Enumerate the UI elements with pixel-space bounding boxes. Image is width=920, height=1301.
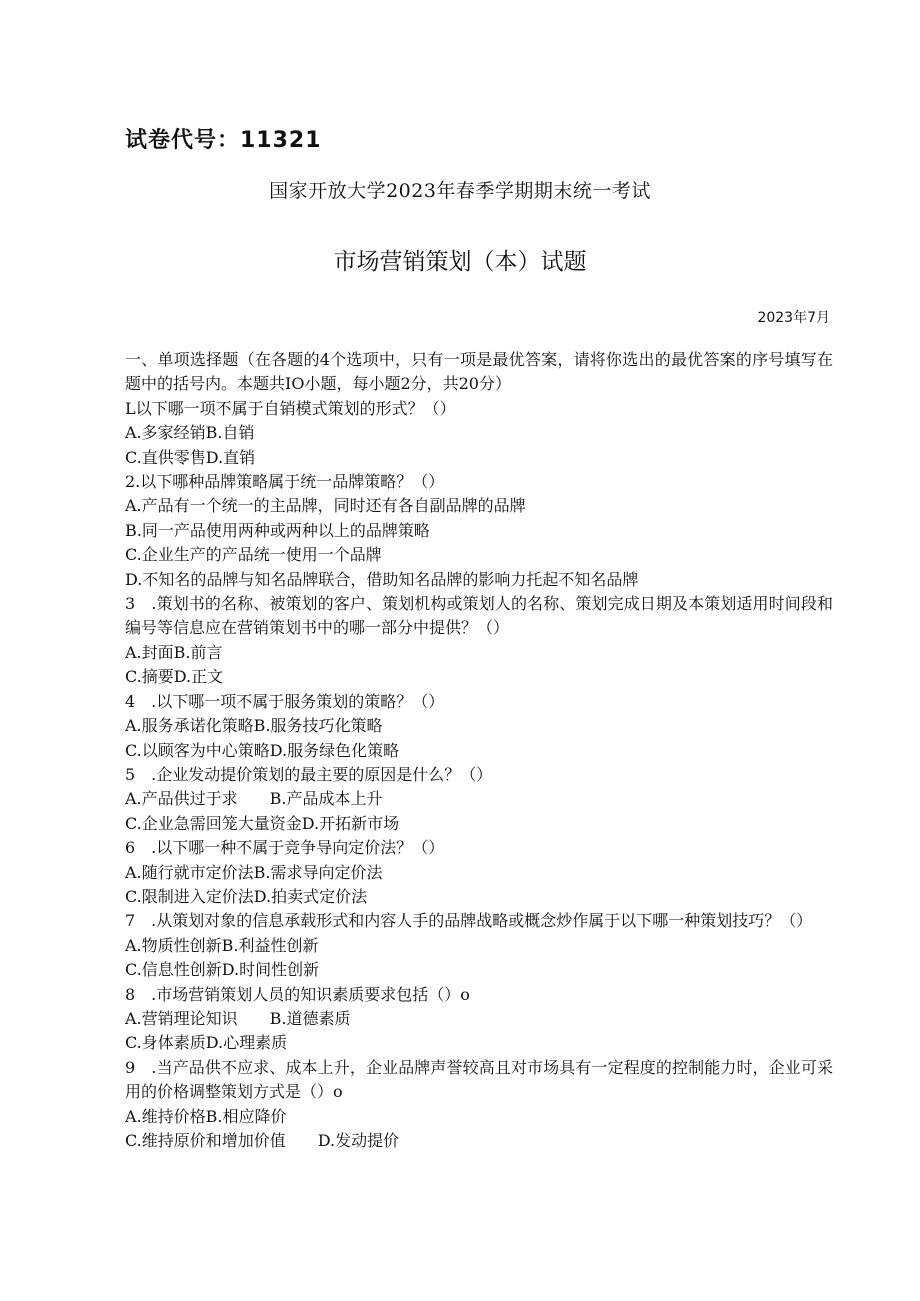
question-6-options-cd: C.限制进入定价法D.拍卖式定价法	[125, 886, 368, 906]
question-2-option-a: A.产品有一个统一的主品牌，同时还有各自副品牌的品牌	[125, 496, 526, 516]
question-8-options-ab: A.营销理论知识 B.道德素质	[125, 1008, 351, 1028]
question-7-stem: 7 .从策划对象的信息承载形式和内容人手的品牌战略或概念炒作属于以下哪一种策划技巧？（）	[125, 911, 813, 931]
question-9-stem: 9 .当产品供不应求、成本上升，企业品牌声誉较高且对市场具有一定程度的控制能力时，企业可采用的价格调整策划方式是（）o	[125, 1057, 833, 1102]
question-8-stem: 8 .市场营销策划人员的知识素质要求包括（）o	[125, 984, 470, 1004]
question-2-option-b: B.同一产品使用两种或两种以上的品牌策略	[125, 520, 430, 540]
question-6-stem: 6 .以下哪一种不属于竞争导向定价法？（）	[125, 838, 445, 858]
question-4-options-ab: A.服务承诺化策略B.服务技巧化策略	[125, 716, 383, 736]
question-7-options-cd: C.信息性创新D.时间性创新	[125, 960, 320, 980]
university-line: 国家开放大学2023年春季学期期末统一考试	[269, 180, 651, 202]
question-5-options-cd: C.企业急需回笼大量资金D.开拓新市场	[125, 813, 400, 833]
question-4-options-cd: C.以顾客为中心策略D.服务绿色化策略	[125, 740, 400, 760]
question-3-options-cd: C.摘要D.正文	[125, 667, 224, 687]
question-9-options-ab: A.维持价格B.相应降价	[125, 1106, 287, 1126]
question-content	[125, 348, 833, 1153]
question-3-options-ab: A.封面B.前言	[125, 642, 223, 662]
question-2-option-d: D.不知名的品牌与知名品牌联合，借助知名品牌的影响力托起不知名品牌	[125, 569, 639, 589]
question-2-stem: 2.以下哪种品牌策略属于统一品牌策略？（）	[125, 472, 445, 492]
question-5-stem: 5 .企业发动提价策划的最主要的原因是什么？（）	[125, 764, 493, 784]
question-5-options-ab: A.产品供过于求 B.产品成本上升	[125, 789, 383, 809]
paper-code: 试卷代号：11321	[125, 128, 322, 153]
question-3-stem: 3 .策划书的名称、被策划的客户、策划机构或策划人的名称、策划完成日期及本策划适用时间段和编号等信息应在营销策划书中的哪一部分中提供？（）	[125, 594, 833, 638]
question-2-option-c: C.企业生产的产品统一使用一个品牌	[125, 545, 382, 565]
question-1-stem: L以下哪一项不属于自销模式策划的形式？（）	[125, 398, 456, 418]
question-1-options-ab: A.多家经销B.自销	[125, 423, 255, 443]
question-1-options-cd: C.直供零售D.直销	[125, 447, 256, 467]
question-6-options-ab: A.随行就市定价法B.需求导向定价法	[125, 862, 383, 882]
question-4-stem: 4 .以下哪一项不属于服务策划的策略？（）	[125, 691, 445, 711]
question-9-options-cd: C.维持原价和增加价值 D.发动提价	[125, 1131, 400, 1150]
exam-title: 市场营销策划（本）试题	[333, 249, 587, 275]
question-7-options-ab: A.物质性创新B.利益性创新	[125, 935, 319, 955]
section-instructions: 一、单项选择题（在各题的4个选项中，只有一项是最优答案，请将你选出的最优答案的序号填写在题中的括号内。本题共IO小题，每小题2分，共20分）	[125, 350, 833, 394]
exam-date: 2023年7月	[757, 310, 830, 326]
question-8-options-cd: C.身体素质D.心理素质	[125, 1033, 288, 1053]
